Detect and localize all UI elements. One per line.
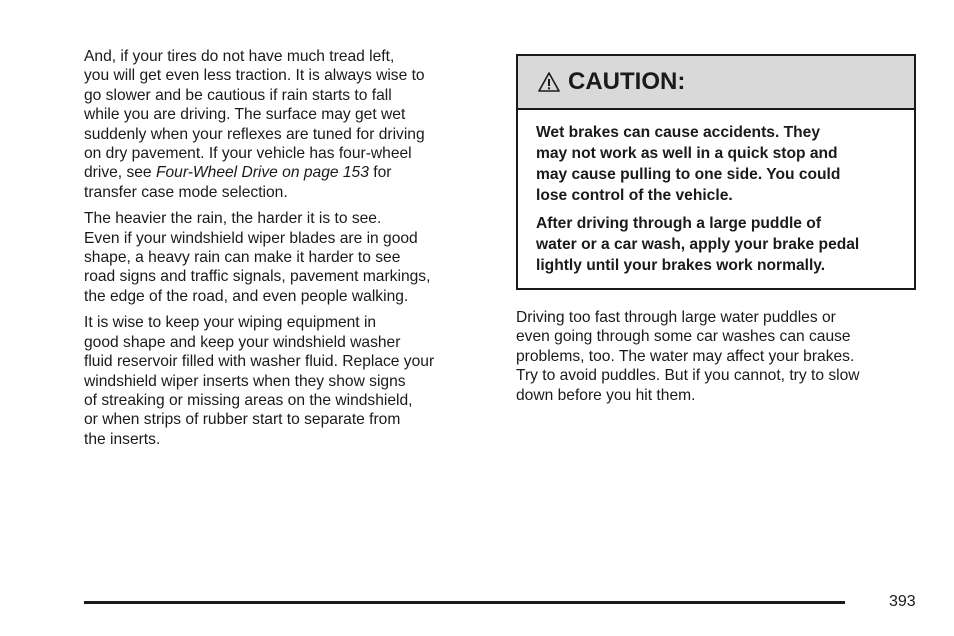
text-line: lightly until your brakes work normally. [536, 257, 826, 274]
text-line: or when strips of rubber start to separate from [84, 411, 401, 429]
text-line: the edge of the road, and even people walking. [84, 287, 409, 305]
text-line: The heavier the rain, the harder it is to see. [84, 210, 382, 228]
text-line: good shape and keep your windshield washer [84, 333, 401, 351]
paragraph-wiping-equipment [84, 313, 494, 449]
caution-title: CAUTION: [568, 68, 686, 95]
text-line: may not work as well in a quick stop and [536, 145, 838, 162]
text-line: And, if your tires do not have much tread left, [84, 48, 395, 65]
text-line: on dry pavement. If your vehicle has four-wheel [84, 145, 412, 163]
text-line: problems, too. The water may affect your brakes. [516, 347, 855, 365]
text-line: Even if your windshield wiper blades are in good [84, 229, 418, 247]
text-line: you will get even less traction. It is always wise to [84, 67, 425, 85]
text-line: Driving too fast through large water puddles or [516, 309, 836, 326]
caution-header [518, 56, 914, 110]
caution-body [518, 110, 914, 276]
footer-rule [84, 601, 845, 604]
text-line: Try to avoid puddles. But if you cannot, try to slow [516, 367, 860, 385]
text-line: water or a car wash, apply your brake pedal [536, 236, 860, 253]
text-line: lose control of the vehicle. [536, 187, 733, 204]
text-line: even going through some car washes can cause [516, 328, 851, 346]
text-line: windshield wiper inserts when they show signs [84, 372, 406, 390]
paragraph-water-puddles [516, 308, 860, 405]
text-line: the inserts. [84, 430, 161, 448]
paragraph-heavy-rain [84, 209, 494, 306]
text-line: road signs and traffic signals, pavement markings, [84, 268, 431, 286]
page-number: 393 [889, 593, 916, 610]
paragraph-traction [84, 47, 494, 202]
text-line: fluid reservoir filled with washer fluid. Replace your [84, 353, 435, 371]
cross-reference-link[interactable]: Four-Wheel Drive on page 153 [155, 164, 369, 182]
text-line: Wet brakes can cause accidents. They [536, 124, 820, 141]
text-fragment: for [368, 164, 392, 182]
text-line [84, 163, 494, 182]
text-line: while you are driving. The surface may get wet [84, 106, 406, 124]
caution-paragraph [536, 213, 914, 276]
text-line: suddenly when your reflexes are tuned for driving [84, 125, 425, 143]
warning-triangle-icon [538, 71, 560, 93]
caution-paragraph [536, 122, 914, 206]
text-line: shape, a heavy rain can make it harder to see [84, 249, 401, 267]
text-line: transfer case mode selection. [84, 183, 288, 201]
text-line: down before you hit them. [516, 386, 696, 404]
left-column [84, 47, 494, 456]
text-line: of streaking or missing areas on the windshield, [84, 391, 413, 409]
text-line: It is wise to keep your wiping equipment in [84, 314, 377, 332]
text-line: go slower and be cautious if rain starts to fall [84, 86, 392, 104]
text-fragment: drive, see [84, 164, 156, 182]
text-line: may cause pulling to one side. You could [536, 166, 841, 183]
text-line: After driving through a large puddle of [536, 215, 822, 232]
caution-box [516, 54, 916, 290]
